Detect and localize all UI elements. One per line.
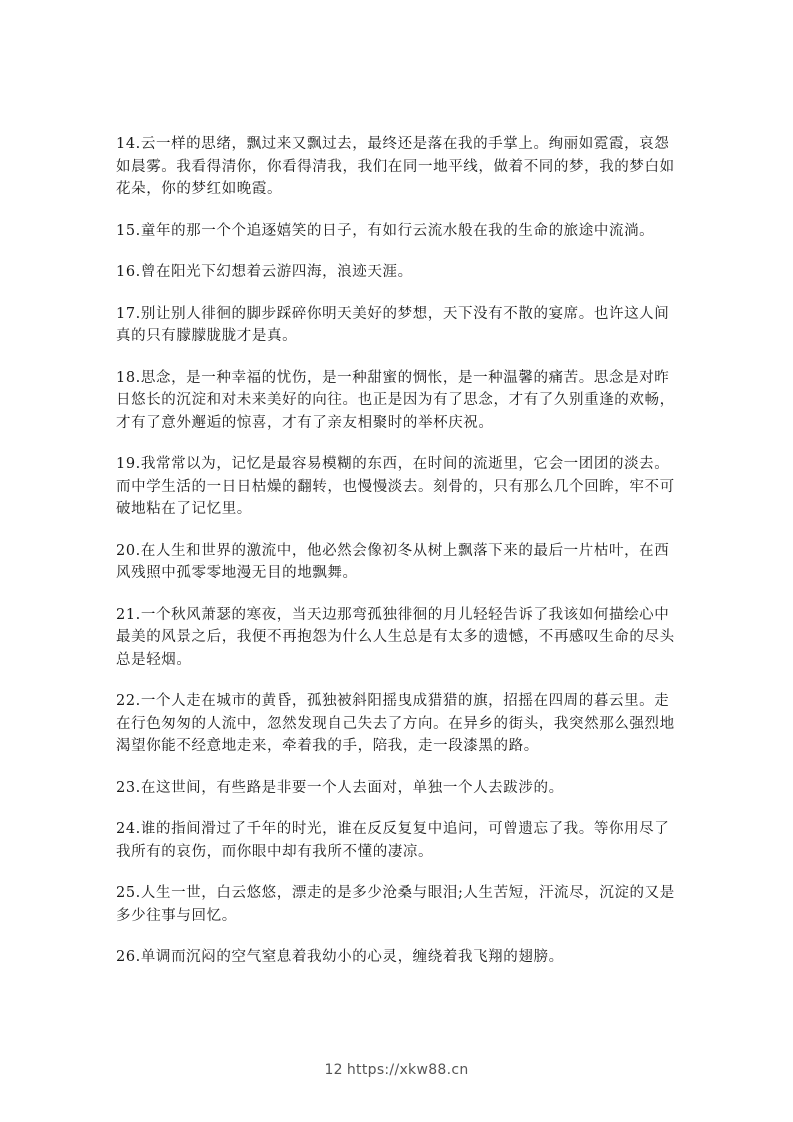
paragraph-text: 别让别人徘徊的脚步踩碎你明天美好的梦想，天下没有不散的宴席。也许这人间真的只有朦朦胧胧才是真。 xyxy=(116,305,670,344)
paragraph-text: 童年的那一个个追逐嬉笑的日子，有如行云流水般在我的生命的旅途中流淌。 xyxy=(140,222,655,239)
paragraph-number: 18. xyxy=(116,369,141,386)
paragraph-17 xyxy=(116,303,676,348)
page-number: 12 xyxy=(324,1062,343,1078)
paragraph-text: 在人生和世界的激流中，他必然会像初冬从树上飘落下来的最后一片枯叶，在西风残照中孤零零地漫无目的地飘舞。 xyxy=(116,542,670,581)
paragraph-number: 17. xyxy=(116,305,141,322)
paragraph-text: 在这世间，有些路是非要一个人去面对，单独一个人去跋涉的。 xyxy=(140,779,564,796)
paragraph-15 xyxy=(116,220,676,243)
document-body xyxy=(116,133,676,988)
paragraph-20 xyxy=(116,540,676,585)
paragraph-number: 15. xyxy=(116,222,141,239)
paragraph-14 xyxy=(116,133,676,201)
paragraph-25 xyxy=(116,882,676,927)
paragraph-26 xyxy=(116,946,676,969)
paragraph-text: 一个人走在城市的黄昏，孤独被斜阳摇曳成猎猎的旗，招摇在四周的暮云里。走在行色匆匆的人流中，忽然发现自己失去了方向。在异乡的街头，我突然那么强烈地渴望你能不经意地走来，牵着我的手，陪我，走一段漆黑的路。 xyxy=(116,693,675,754)
paragraph-number: 21. xyxy=(116,606,141,623)
paragraph-number: 14. xyxy=(116,136,141,152)
paragraph-22 xyxy=(116,690,676,758)
paragraph-text: 云一样的思绪，飘过来又飘过去，最终还是落在我的手掌上。绚丽如霓霞，哀怨如晨雾。我看得清你，你看得清我，我们在同一地平线，做着不同的梦，我的梦白如花朵，你的梦红如晚霞。 xyxy=(116,136,675,197)
footer-url: https://xkw88.cn xyxy=(346,1062,469,1078)
paragraph-16 xyxy=(116,261,676,284)
paragraph-number: 23. xyxy=(116,779,141,796)
paragraph-number: 22. xyxy=(116,693,141,709)
paragraph-18 xyxy=(116,367,676,435)
paragraph-text: 我常常以为，记忆是最容易模糊的东西，在时间的流逝里，它会一团团的淡去。而中学生活的一日日枯燥的翻转，也慢慢淡去。刻骨的，只有那么几个回眸，牢不可破地粘在了记忆里。 xyxy=(116,456,675,517)
paragraph-number: 20. xyxy=(116,542,141,559)
paragraph-19 xyxy=(116,453,676,521)
paragraph-text: 人生一世，白云悠悠，漂走的是多少沧桑与眼泪;人生苦短，汗流尽，沉淀的又是多少往事与回忆。 xyxy=(116,885,675,924)
paragraph-text: 曾在阳光下幻想着云游四海，浪迹天涯。 xyxy=(140,264,413,280)
paragraph-text: 一个秋风萧瑟的寒夜，当天边那弯孤独徘徊的月儿轻轻告诉了我该如何描绘心中最美的风景之后，我便不再抱怨为什么人生总是有太多的遗憾，不再感叹生命的尽头总是轻烟。 xyxy=(116,606,675,668)
paragraph-text: 单调而沉闷的空气窒息着我幼小的心灵，缠绕着我飞翔的翅膀。 xyxy=(140,949,564,965)
paragraph-21 xyxy=(116,604,676,672)
page-footer xyxy=(0,1062,793,1078)
paragraph-text: 谁的指间滑过了千年的时光，谁在反反复复中追问，可曾遗忘了我。等你用尽了我所有的哀伤，而你眼中却有我所不懂的凄凉。 xyxy=(116,821,670,860)
paragraph-number: 19. xyxy=(116,456,141,472)
paragraph-number: 16. xyxy=(116,264,141,280)
paragraph-number: 26. xyxy=(116,949,141,965)
paragraph-23 xyxy=(116,777,676,800)
paragraph-number: 24. xyxy=(116,821,141,837)
paragraph-text: 思念，是一种幸福的忧伤，是一种甜蜜的惆怅，是一种温馨的痛苦。思念是对昨日悠长的沉淀和对未来美好的向往。也正是因为有了思念，才有了久别重逢的欢畅，才有了意外邂逅的惊喜，才有了亲友相聚时的举杯庆祝。 xyxy=(116,369,675,431)
paragraph-number: 25. xyxy=(116,885,141,901)
paragraph-24 xyxy=(116,818,676,863)
